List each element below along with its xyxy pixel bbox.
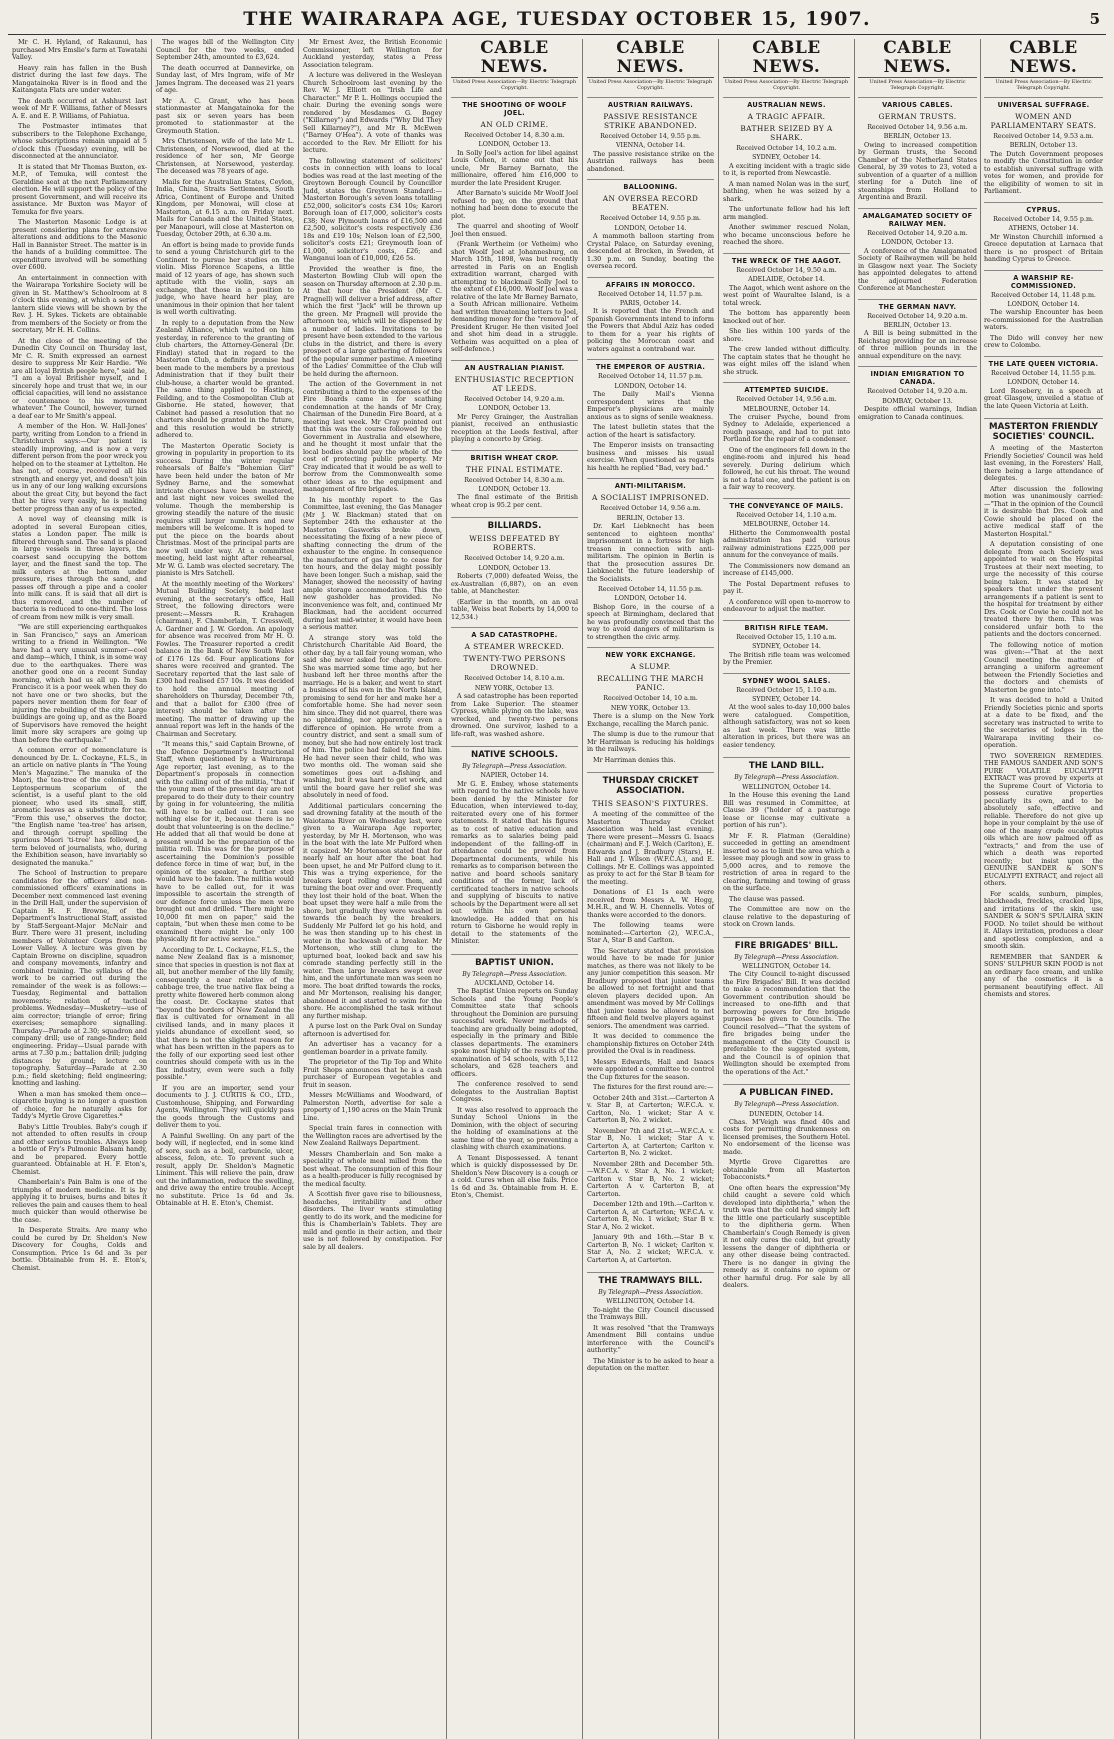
masthead-title: THE WAIRARAPA AGE, TUESDAY OCTOBER 15, 1907. [243,8,871,30]
article-paragraph: Baby's Little Troubles. Baby's cough if not attended to often results in croup and other serious troubles. Always keep a bottle of Fry's Pulmonic Balsam handy, and be prepared. Every bottle guaranteed. Obtainable at H. F. Eton's, Chemist. [12,1122,147,1176]
article-paragraph: At the monthly meeting of the Workers' Mutual Building Society, held last evening, at the secretary's office, Hall Street, the following directors were present:—Messrs R. Krahagen (chairman), F. Chamberlain, T. Cresswell, A. Gardner and J. W. Gordon. An apology for absence was received from Mr H. O. Fowles. The Treasurer reported a credit balance in the Bank of New South Wales of £176 12s 6d. Four applications for shares were received and granted. The Secretary reported that the last sale of £300 had realised £57 10s. It was decided to hold the annual meeting of shareholders on Thursday, December 7th, and that a ballot for £300 (free of interest) should be taken after the meeting. The matter of drawing up the annual report was left in the hands of the Chairman and Secretary. [156,579,294,738]
article-paragraph: TWO SOVEREIGN REMEDIES. THE FAMOUS SANDER AND SON'S PURE VOLATILE EUCALYPTI EXTRACT was proved by experts at the Supreme Court of Victoria to possess curative properties peculiarly its own, and to be absolutely safe, effective and reliable. Therefore do not give up hope in your complaint by the use of one of the many crude eucalyptus oils which are now palmed off as "extracts," and from the use of which a death was reported recently; but insist upon the GENUINE SANDER & SON'S EUCALYPTI EXTRACT, and reject all others. [984,751,1103,888]
article-paragraph: The Minister is to be asked to hear a deputation on the matter. [587,1356,714,1373]
article-paragraph: Hitherto the Commonwealth postal administration has paid various railway administrations £225,000 per annum for the conveyance of mails. [723,528,850,560]
received-line: Received October 14, 11.57 p.m. [598,373,703,381]
article-paragraph: Mr A. C. Grant, who has been stationmaster at Mangatainoka for the past six or seven years has been promoted to stationmaster at the Greymouth Station. [156,96,294,135]
received-line: Received October 14, 1.10 a.m. [736,511,837,519]
article-paragraph: The Dido will convey her new crew to Colombo. [984,333,1103,350]
received-line: Received October 14, 11.57 p.m. [598,290,703,298]
article-paragraph: Mr F. R. Flatman (Geraldine) succeeded in getting an amendment inserted so as to limit the area which a lessee may plough and sow in grass to 5,000 acres, and to remove the restriction of area in regard to the clearing, farming and towing of grass on the surface. [723,831,850,893]
byline: By Telegraph—Press Association. [462,970,567,978]
dateline: WELLINGTON, October 14. [742,783,831,791]
dateline: NEW YORK, October 13. [610,704,691,712]
section-heading: A WARSHIP RE-COMMISSIONED. [984,270,1103,290]
dateline: LONDON, October 14. [1007,301,1080,309]
article-paragraph: A meeting of the Masterton Friendly Societies' Council was held last evening, in the Foresters' Hall, there being a large attendance of delegates. [984,444,1103,483]
article-paragraph: November 28th and December 5th.—W.F.C.A. v. Star A, No. 1 wicket; Carlton v. Star B, No. 2 wicket; Carterton A v. Carterton B, at Carterton. [587,1159,714,1198]
article-paragraph: At the close of the meeting of the Dunedin City Council on Thursday last, Mr C. R. Smith expressed an earnest desire to suppress Mr Keir Hardie. "We are all loyal British people here," said he, "I am a loyal Britisher myself, and I sincerely hope and trust that we, in our official capacities, will lend no assistance or countenance to his movement whatever." The Council, however, turned a deaf ear to Mr Smith's appeal. [12,336,147,420]
article-paragraph: A mammoth balloon starting from Crystal Palace, on Saturday evening, descended at Brocken, in Sweden, at 1.30 p.m. on Sunday, beating the oversea record. [587,232,714,271]
article-paragraph: After Barnato's suicide Mr Woolf Joel refused to pay, on the ground that nothing had been done to execute the plot. [451,189,578,220]
dateline: LONDON, October 14. [614,224,687,232]
section-heading: THE LATE QUEEN VICTORIA. [984,356,1103,368]
article-paragraph: It was decided to hold a United Friendly Societies picnic and sports at a date to be fixed, and the secretary was instructed to write to the secretaries of lodges in the Wairarapa inviting their co-operation. [984,696,1103,750]
article-paragraph: REMEMBER that SANDER & SONS' SULPHUR SKIN FOOD is not an ordinary face cream, and unlike any of the cosmetics it is a permanent beautifying effect. All chemists and stores. [984,952,1103,999]
article-paragraph: Despite official warnings, Indian emigration to Canada continues. [858,405,977,421]
received-line: Received October 14, 11.55 p.m. [598,586,703,594]
column-7b-continued [981,39,1106,1739]
section-subheading: TWENTY-TWO PERSONS DROWNED. [463,654,566,673]
article-paragraph: The action of the Government in not contributing a third to the expenses of the Fire Boards came in for scathing condemnation at the hands of Mr Cray, Chairman of the Dunedin Fire Board, at a meeting last week. Mr Cray pointed out that this was the course followed by the Government in Australia and elsewhere, and he thought it most unfair that the local bodies should pay the whole of the cost of protecting public property. Mr Cray indicated that it would be as well to borrow from the Commonwealth some other ideas as to the equipment and management of fire brigades. [303,380,442,493]
article-paragraph: "We are still experiencing earthquakes in San Francisco," says an American writing to a friend in Wellington. "We have had a very unusual summer—cool and damp—which, I think, is in some way due to the earthquakes. There was another good one on a recent Sunday morning, which had us all up. In San Francisco it is a poor week when they do not have one or two shocks, but the papers never mention them for fear of injuring the rebuilding of the city. Large buildings are going up, and as the Board of Supervisors have removed the height limit more sky scrapers are going up than before the earthquake." [12,623,147,744]
cable-news-banner: CABLE NEWS. [984,39,1103,78]
article-paragraph: Bishop Gore, in the course of a speech at Birmingham, declared that he was profoundly convinced that the way to avoid dangers of militarism is to strengthen the civic army. [587,602,714,641]
article-paragraph: The fixtures for the first round are:— [593,1083,714,1092]
dateline: WELLINGTON, October 14. [742,962,831,970]
article-paragraph: Another swimmer rescued Nolan, who became unconscious before he reached the shore. [723,223,850,247]
section-subheading: THIS SEASON'S FIXTURES. [592,799,709,809]
article-paragraph: For scalds, sunburn, pimples, blackheads, freckles, cracked lips, and irritations of the skin, use SANDER & SON'S SPULAIRA SKIN FOOD. No toilet should be without it. Allays irritation, produces a clear and spotless complexion, and a smooth skin. [984,889,1103,951]
received-line: Received October 14, 9.55 p.m. [600,133,701,140]
dateline: BERLIN, October 13. [1009,142,1078,150]
press-credit: United Press Association—By Electric Telegraph Copyright. [724,79,849,91]
article-paragraph: The warship Encounter has been re-commissioned for the Australian waters. [984,308,1103,332]
article-paragraph: The Emperor insists on transacting business and misses his usual exercise. When questioned as regards his health he replied "Bad, very bad." [587,441,714,472]
press-credit: United Press Association—By Electric Telegraph Copyright. [452,79,577,91]
article-paragraph: "It means this," said Captain Browne, of the Defence Department's Instructional Staff, when questioned by a Wairarapa Age reporter, last evening, as to the Department's proposals in connection with the calling out of the militia, "that if the young men of the present day are not prepared to do their duty to their country by going in for volunteering, the militia will have to be called out. I can see nothing else for it, because there is no doubt that volunteering is on the decline." He added that all that would be done at present would be the preparation of the militia roll. This was for the purpose of ascertaining the Dominion's possible defence force in time of war, but, in the opinion of the speaker, a further step would have to be taken. The militia would have to be called out, for it was impossible to ascertain the strength of our defence force unless the men were brought out and drilled. "There might be 10,000 fit men on paper," said the captain, "but when these men come to be examined there might be only 100 physically fit for active service." [156,740,294,943]
section-heading: AN AUSTRALIAN PIANIST. [451,360,578,372]
received-line: Received October 14, 9.20 a.m. [867,229,968,237]
section-subheading: AN OVERSEA RECORD BEATEN. [602,194,699,213]
article-paragraph: She lies within 100 yards of the shore. [723,327,850,343]
article-paragraph: The death occurred at Ashhurst last week of Mr F. Williams, father of Messrs A. E. and E. P. Williams, of Pahiatua. [12,96,147,120]
article-paragraph: The Aagot, which went ashore on the west point of Wauraltee Island, is a total wreck. [723,283,850,307]
article-paragraph: Additional particulars concerning the sad drowning fatality at the mouth of the Waiotama River on Wednesday last, were given to a Wairarapa Age reporter, yesterday, by Mr H. Mortenson, who was in the boat with the late Mr Pulford when it capsized. Mr Mortenson stated that for nearly half an hour after the boat had been upset, he and Mr Pulford clung to it. This was a trying experience, for the breakers kept rolling over them, and turning the boat over and over. Frequently they lost their hold of the boat. When the boat upset they were half a mile from the shore, but gradually they were washed in towards the beach by the breakers. Suddenly Mr Pulford let go his hold, and he was then standing up to his chest in water in the backwash of a breaker. Mr Mortenson, who still clung to the upturned boat, looked back and saw his comrade standing perfectly still in the water. Then large breakers swept over him, and the unfortunate man was seen no more. The boat drifted towards the rocks, and Mr Mortenson, realising his danger, abandoned it and started to swim for the shore. He accomplished the task without any further mishap. [303,801,442,1020]
received-line: Received October 14, 9.20 a.m. [464,395,565,403]
column-3-local-news [299,39,447,1739]
article-paragraph: A man named Nolan was in the surf, bathing, when he was seized by a shark. [723,179,850,203]
article-paragraph: Mr Ernest Avez, the British Economic Commissioner, left Wellington for Auckland yesterday, states a Press Association telegram. [303,39,442,69]
dateline: LONDON, October 13. [881,239,954,247]
dateline: LONDON, October 14. [1007,379,1080,387]
dateline: NEW YORK, October 13. [474,684,555,692]
article-paragraph: A Painful Swelling. On any part of the body will, if neglected, end in some kind of sore, such as a boil, carbuncle, ulcer, abscess, felon, etc. To prevent such a result, apply Dr. Sheldon's Magnetic Liniment. This will relieve the pain, draw out the inflammation, reduce the swelling, and drive away the entire trouble. Accept no substitute. Price 1s 6d and 3s. Obtainable at H. E. Eton's, Chemist. [156,1131,294,1207]
article-paragraph: The City Council to-night discussed the Fire Brigades' Bill. It was decided to make a recommendation that the Government contribution should be increased to one-fifth and that borrowing powers for fire brigade purposes be given to Councils. The Council resolved—"That the system of fire brigades being under the management of the City Council is preferable to the suggested system, and the Council is of opinion that Wellington should be exempted from the operations of the Act." [723,970,850,1076]
dateline: SYDNEY, October 14. [752,695,821,703]
article-paragraph: An effort is being made to provide funds to send a young Christchurch girl to the Continent to pursue her studies on the violin. Miss Florence Scapens, a little maid of 12 years of age, has shown such aptitude with the violin, says an exchange, that those in a position to judge, who have heard her play, are unanimous in their opinion that her talent is well worth cultivating. [156,240,294,316]
article-paragraph: A Tenant Dispossessed. A tenant which is quickly dispossessed by Dr. Sheldon's New Discovery is a cough or a cold. Cures when all else fails. Price 1s 6d and 3s. Obtainable from H. E. Eton's, Chemist. [451,1153,578,1200]
article-paragraph: If you are an importer, send your documents to J. J. CURTIS & CO., LTD., Customhouse, Shipping, and Forwarding Agents, Wellington. They will quickly pass the goods through the Customs and deliver them to you. [156,1083,294,1129]
dateline: MELBOURNE, October 14. [742,405,831,413]
dateline: ADELAIDE, October 14. [748,276,825,284]
article-paragraph: Special train fares in connection with the Wellington races are advertised by the New Zealand Railways Department. [303,1124,442,1147]
section-subheading: WEISS DEFEATED BY ROBERTS. [469,534,560,553]
dateline: NAPIER, October 14. [480,772,549,780]
article-paragraph: Mr Winston Churchill informed a Greece deputation at Larnaca that there is no prospect of Britain handing Cyprus to Greece. [984,232,1103,264]
received-line: Received October 14, 9.56 a.m. [736,396,837,404]
section-heading: AFFAIRS IN MOROCCO. [587,277,714,289]
cable-news-banner: CABLE NEWS. [723,39,850,78]
section-heading: AUSTRIAN RAILWAYS. [587,97,714,109]
section-heading: BRITISH WHEAT CROP. [451,450,578,462]
received-line: Received October 14, 8.10 a.m. [464,675,565,683]
article-paragraph: The Daily Mail's Vienna correspondent wires that the Emperor's physicians are mainly anxious as to signs of senile weakness. [587,390,714,421]
column-7 [855,39,1106,1739]
dateline: BOMBAY, October 13. [882,397,953,405]
article-paragraph: A common error of nomenclature is denounced by Dr. L. Cockayne, F.L.S., in an article on native plants in "The Young Men's Magazine." The manuka of the Maori, the tea-tree of the colonist, and Leptospermum scoparium of the scientist, is a useful plant to the old pioneer, who used its small, stiff, aromatic leaves as a substitute for tea. "From this use," observes the doctor, "the English name 'tea-tree' has arisen, and through corrupt spelling the spurious Maori 'ti-tree' has followed, a term beloved of journalists, who, during the Exhibition season, have invariably so designated the manuka." [12,746,147,867]
article-paragraph: The bottom has apparently been knocked out of her. [723,309,850,325]
dateline: SYDNEY, October 14. [752,154,821,162]
received-line: Received October 14, 9.53 a.m. [993,133,1094,140]
article-paragraph: The following notice of motion was given:—"That at the next Council meeting the matter of arranging a uniform agreement between the Friendly Societies and the doctors and chemists of Masterton be gone into." [984,640,1103,694]
received-line: Received October 14, 9.20 a.m. [464,555,565,563]
column-1-local-news [8,39,152,1739]
dateline: BERLIN, October 13. [883,133,952,141]
column-7a-cable-news [855,39,981,1739]
article-paragraph: An entertainment in connection with the Wairarapa Yorkshire Society will be given in St. Matthew's Schoolroom at 8 o'clock this evening, at which a series of lantern slide views will be shown by the Rev. J. H. Sykes. Tickets are obtainable from members of the Society or from the secretary, Mr H. H. Collins. [12,273,147,334]
article-paragraph: Mr C. H. Hyland, of Rakaunui, has purchased Mrs Emslie's farm at Tawatahi Valley. [12,39,147,61]
article-paragraph: The wages bill of the Wellington City Council for the two weeks, ended September 24th, amounted to £3,624. [156,39,294,61]
article-paragraph: The proprietor of the Tip Top and White Fruit Shops announces that he is a cash purchaser of European vegetables and fruit in season. [303,1058,442,1089]
received-line: Received October 14, 9.56 a.m. [600,505,701,513]
dateline: LONDON, October 13. [478,405,551,413]
dateline: LONDON, October 13. [478,141,551,149]
cable-news-banner: CABLE NEWS. [451,39,578,78]
article-paragraph: It was decided to commence the championship fixtures on October 24th provided the Oval is in readiness. [587,1032,714,1056]
byline: By Telegraph—Press Association. [462,763,567,771]
article-paragraph: Mr G. E. Embey, whose statements with regard to the native schools have been denied by the Minister for Education, when interviewed to-day, reiterated every one of his former statements. It stated that his figures as to cost of native education and remarks as to salaries being paid independent of the falling-off in attendance could be proved from Departmental documents, while his remarks as to comparison between the native and board schools sanitary conditions of the former, lack of certificated teachers in native schools and supplying of biscuits to native schools by the Department were all set out within his own personal knowledge. He added that on his return to Gisborne he would reply in detail to the statements of the Minister. [451,779,578,946]
article-paragraph: A conference will open to-morrow to endeavour to adjust the matter. [723,597,850,614]
article-paragraph: The quarrel and shooting of Woolf Joel then ensued. [451,222,578,238]
article-paragraph: One of the engineers fell down in the engine-room and injured his head severely. During delirium which followed, he cut his throat. The wound is not a fatal one, and the patient is on a fair way to recovery. [723,445,850,492]
article-paragraph: It is reported that the French and Spanish Governments intend to inform the Powers that Abdul Aziz has ceded to them for a year his rights of policing the Moroccan coast and waters against a contraband war. [587,307,714,353]
section-heading: BAPTIST UNION. [451,954,578,968]
received-line: Received October 15, 1.10 a.m. [736,633,837,641]
section-heading: INDIAN EMIGRATION TO CANADA. [858,366,977,386]
dateline: WELLINGTON, October 14. [606,1298,695,1306]
article-paragraph: The clause was passed. [729,894,805,903]
article-paragraph: The latest bulletin states that the action of the heart is satisfactory. [587,423,714,439]
received-line: Received October 14, 9.20 a.m. [867,312,968,320]
section-heading: BALLOONING. [587,179,714,191]
received-line: Received October 14, 9.50 a.m. [736,266,837,274]
article-paragraph: Chas. M'Veigh was fined 40s and costs for permitting drunkenness on licensed premises, the Southern Hotel. No endorsement of the license was made. [723,1117,850,1156]
dateline: LONDON, October 13. [478,486,551,494]
dateline: PARIS, October 14. [619,300,682,308]
article-paragraph: The final estimate of the British wheat crop is 95.2 per cent. [451,493,578,509]
section-heading: ATTEMPTED SUICIDE. [723,382,850,394]
article-paragraph: In the House this evening the Land Bill was resumed in Committee, at Clause 39 ("holder of a pasturage lease or license may cultivate a portion of his run"). [723,791,850,830]
dateline: BERLIN, October 13. [616,514,685,522]
received-line: Received October 14, 10 a.m. [603,695,698,703]
article-paragraph: To-night the City Council discussed the Tramways Bill. [587,1305,714,1322]
article-paragraph: Dr. Karl Liebknecht has been sentenced to eighteen months' imprisonment in a fortress for high treason in connection with anti-militarism. The opinion in Berlin is that the prosecution assures Dr. Liebknecht the future leadership of the Socialists. [587,522,714,583]
received-line: Received October 14, 11.48 p.m. [991,291,1096,299]
received-line: Received October 14, 9.55 p.m. [993,215,1094,223]
article-paragraph: In his monthly report to the Gas Committee, last evening, the Gas Manager (Mr J. W. Blackman) stated that on September 24th the exhauster at the Masterton Gasworks broke down, necessitating the fixing of a new piece of shafting connecting the drum of the exhauster to the engine. In consequence the manufacture of gas had to cease for ten hours, and the delay might possibly have been longer. Such a mishap, said the Manager, showed the necessity of having ample storage accommodation. This the new gasholder has provided. No inconvenience was felt, and, continued Mr Blackman, had the accident occurred during last mid-winter, it would have been a serious matter. [303,495,442,631]
section-heading: AMALGAMATED SOCIETY OF RAILWAY MEN. [858,208,977,228]
byline: By Telegraph—Press Association. [598,1289,703,1297]
section-heading: THURSDAY CRICKET ASSOCIATION. [587,772,714,796]
cable-news-banner: CABLE NEWS. [587,39,714,78]
section-heading: A SAD CATASTROPHE. [451,627,578,639]
section-heading: THE EMPEROR OF AUSTRIA. [587,359,714,371]
byline: By Telegraph—Press Association. [734,774,839,782]
article-paragraph: An advertiser has a vacancy for a gentleman boarder in a private family. [303,1040,442,1056]
section-subheading: WOMEN AND PARLIAMENTARY SEATS. [990,112,1097,130]
dateline: DUNEDIN, October 14. [749,1110,824,1118]
section-heading: NEW YORK EXCHANGE. [587,647,714,659]
article-paragraph: The Secretary stated that provision would have to be made for junior matches, as there was not likely to be any junior competition this season. Mr Bradbury proposed that junior teams be allowed to net fortnight and that eleven players decided upon. An amendment was moved by Mr Collings that junior teams be allowed to net fifteen and field twelve players against seniors. The amendment was carried. [587,946,714,1030]
article-paragraph: The unfortunate fellow had his left arm mangled. [723,205,850,221]
article-paragraph: The Postal Department refuses to pay it. [723,579,850,596]
article-paragraph: October 24th and 31st.—Carterton A v. Star B, at Carterton; W.F.C.A. v. Carlton, No. 1 wicket; Star A v. Carterton B, No. 2 wicket. [587,1093,714,1125]
dateline: MELBOURNE, October 14. [742,521,831,529]
section-heading: SYDNEY WOOL SALES. [723,673,850,685]
press-credit: United Press Association—By Electric Telegraph Copyright. [869,79,966,91]
press-credit: United Press Association—By Electric Telegraph Copyright. [995,79,1092,91]
column-6-cable-news [719,39,855,1739]
article-paragraph: One often hears the expression"My child caught a severe cold which developed into diphtheria," when the truth was that the cold had simply left the little one particularly susceptible to the diphtheria germ. When Chamberlain's Cough Remedy is given it not only cures the cold, but greatly lessens the danger of diphtheria or any other disease being contracted. There is no danger in giving the remedy as it contains no opium or other harmful drug. For sale by all dealers. [723,1183,850,1290]
article-paragraph: Messrs Edwards, Hall and Isaacs were appointed a committee to control the Cup fixtures for the season. [587,1057,714,1081]
section-subheading: AN OLD CRIME. [480,120,549,129]
article-paragraph: Messrs McWilliams and Woodward, of Palmerston North, advertise for sale a property of 1,190 acres on the Main Trunk Line. [303,1091,442,1122]
section-heading: THE CONVEYANCE OF MAILS. [723,498,850,510]
article-paragraph: (Frank Wertheim (or Vetheim) who shot Woolf Joel at Johannesburg, on March 15th, 1898, was but recently arrested in Paris on an English extradition warrant, charged with attempting to blackmail Solly Joel to the extent of £16,000. Woolf Joel was a relative of the late Mr Barney Barnato, a South African millionaire. Vetheim had written threatening letters to Joel, demanding money for the "removal" of President Kruger. He then visited Joel and shot him dead in a struggle. Vetheim was acquitted on a plea of self-defence.) [451,240,578,354]
article-paragraph: In reply to a deputation from the New Zealand Alliance, which waited on him yesterday, in reference to the granting of club charters, the Attorney-General (Dr. Findlay) stated that in regard to the Masterton Club, a definite promise had been made to the members by a previous Administration that if they built their club-house, a charter would be granted. The same thing applied to Hastings, Feilding, and to the Cosmopolitan Club at Gisborne. He stated, however, that Cabinet had passed a resolution that no charters should be granted in the future, and this resolution would be strictly adhered to. [156,318,294,439]
article-paragraph: Chamberlain's Pain Balm is one of the triumphs of modern medicine. It is by applying it to bruises, burns and bites it relieves the pain and causes them to heal much quicker than would otherwise be the case. [12,1178,147,1224]
article-paragraph: After discussion the following motion was unanimously carried:—"That in the opinion of the Council it is desirable that Drs. Cook and Cowie should be placed on the active medical staff of the Masterton Hospital." [984,484,1103,538]
section-heading: FIRE BRIGADES' BILL. [723,937,850,951]
article-paragraph: The conference resolved to send delegates to the Australian Baptist Congress. [451,1080,578,1104]
cable-news-banner: CABLE NEWS. [858,39,977,78]
received-line: Received October 15, 1.10 a.m. [736,686,837,694]
dateline: LONDON, October 14. [614,595,687,603]
article-paragraph: The following statement of solicitors' costs in connection with loans to local bodies was read at the last meeting of the Greytown Borough Council by Councillor Judd, states the Greytown Standard:—Masterton Borough's seven loans totalling £52,000, solicitor's costs £34 10s; Karori Borough loan of £17,000, solicitor's costs £38; New Plymouth loans of £16,500 and £2,500, solicitor's costs respectively £36 18s and £19 10s; Nelson loan of £2,500, solicitor's costs £21; Greymouth loan of £1,000, solicitor's costs, £26; and Wanganui loan of £10,000, £26 5s. [303,156,442,262]
dateline: AUCKLAND, October 14. [474,980,555,988]
column-2-local-news [152,39,299,1739]
section-subheading: GERMAN TRUSTS. [878,112,957,121]
received-line: Received October 14, 10.2 a.m. [736,145,837,152]
article-paragraph: Mails for the Australian States, Ceylon, India, China, Straits Settlements, South Africa, Continent of Europe and United Kingdom, per Monowai, will close at Masterton, at 6.15 a.m. on Friday next. Mails for Canada and the United States, per Manapouri, will close at Masterton on Tuesday, October 29th, at 6.30 a.m. [156,177,294,238]
section-heading: BILLIARDS. [451,517,578,531]
section-heading: CYPRUS. [984,202,1103,214]
article-paragraph: Donations of £1 1s each were received from Messrs A. W. Hogg, M.H.R., and W. H. Chennells. Votes of thanks were accorded to the donors. [587,888,714,919]
section-heading: MASTERTON FRIENDLY SOCIETIES' COUNCIL. [984,418,1103,442]
article-paragraph: In Solly Joel's action for libel against Louis Cohen, it came out that his uncle, Mr Barney Barnato, the millionaire, offered him £16,000 to murder the late President Kruger. [451,148,578,187]
section-subheading: A TRAGIC AFFAIR. [747,112,826,121]
section-heading: THE WRECK OF THE AAGOT. [723,253,850,265]
section-heading: A PUBLICAN FINED. [723,1084,850,1098]
article-paragraph: The Masterton Operatic Society is growing in popularity in proportion to its success. During the winter regular rehearsals of Balfe's "Bohemian Girl" have been held under the baton of Mr Sydney Barne, and the somewhat intricate choruses have been mastered, and last night new voices swelled the volume. Though the membership is growing steadily the nature of the music requires still larger numbers and new members will be welcome. It is hoped to put the piece on the boards about Christmas. Most of the principal parts are now well under way. At a committee meeting, held last night after rehearsal, Mr W. G. Lamb was elected secretary. The pianiste is Mrs Satchell. [156,441,294,577]
section-subheading: A SLUMP. [630,662,671,672]
article-paragraph: A meeting of the committee of the Masterton Thursday Cricket Association was held last evening. There were present—Messrs G. Isaacs (chairman) and F. J. Welch (Carlton), E. Edwards and J. Bradbury (Stars), H. Hall and J. Wilson (W.F.C.A.), and E. Collings. Mr E. Collings was appointed as proxy to act for the Star B team for the meeting. [587,810,714,886]
article-paragraph: A strange story was told the Christchurch Charitable Aid Board, the other day, by a tall fair young woman, who said she never asked for charity before. She was married some time ago, but her husband left her three months after the marriage. He is a baker, and went to start a business of his own in the North Island, promising to send for her and make her a comfortable home. She had never seen him since. They did not quarrel, there was no upbraiding, nor apparently even a difference of opinion. He wrote from a country district, and sent a small sum of money, but she had now entirely lost track of him. The police had failed to find him. He had never seen their child, who was two months old. The woman said she sometimes goes out a-fishing and washing, but it was hard to get work, and until the board gave her relief she was absolutely in need of food. [303,633,442,799]
dateline: BERLIN, October 13. [883,322,952,330]
article-paragraph: Owing to increased competition by German trusts, the Second Chamber of the Netherland States General, by 39 votes to 23, voted a subvention of a quarter of a million sterling for a Dutch line of steamships from Holland to Argentina and Brazil. [858,140,977,202]
section-subheading: ENTHUSIASTIC RECEPTION AT LEEDS. [454,374,575,393]
article-paragraph: A exciting incident with a tragic side to it, is reported from Newcastle. [723,161,850,178]
article-paragraph: Mr Percy Grainger, the Australian pianist, received an enthusiastic reception at the Leeds festival, after playing a concerto by Grieg. [451,412,578,444]
section-heading: THE SHOOTING OF WOOLF JOEL. [451,97,578,117]
article-paragraph: November 7th and 21st.—W.F.C.A. v. Star B, No. 1 wicket; Star A v. Carterton A, at Carterton; Carlton v. Carterton B, No. 2 wicket. [587,1126,714,1158]
section-heading: BRITISH RIFLE TEAM. [723,620,850,632]
masthead [8,8,1106,35]
article-paragraph: A Bill is being submitted in the Reichstag providing for an increase of three million pounds in the annual expenditure on the navy. [858,329,977,360]
article-paragraph: The British rifle team was welcomed by the Premier. [723,650,850,667]
article-paragraph: The Masterton Masonic Lodge is at present considering plans for extensive alterations and additions to the Masonic Hall in Bannister Street. The matter is in the hands of a building committee. The expenditure involved will be something over £600. [12,218,147,271]
article-paragraph: Provided the weather is fine, the Masterton Bowling Club will open the season on Thursday afternoon at 2.30 p.m. At that hour the President (Mr C. Pragnell) will deliver a brief address, after which the first "Jack" will be thrown up the green. Mr Pragnell will provide the afternoon tea, which will be dispensed by a number of ladies. Invitations to be present have been extended to the various clubs in the district, and there is every prospect of a large gathering of followers of the popular summer pastime. A meeting of the Ladies' Committee of the Club will be held during the afternoon. [303,264,442,378]
article-paragraph: A deputation consisting of one delegate from each Society was appointed to wait on the Hospital Trustees at their next meeting, to urge the necessity of this course being taken. It was stated by speakers that under the present arrangements if a patient is sent to the hospital for treatment by either Drs. Cook or Cowie he could not be treated there by them. This was considered unfair both to the patients and the doctors concerned. [984,540,1103,639]
article-paragraph: Messrs Chamberlain and Son make a speciality of whole meal milled from the best wheat. The consumption of this flour as a health-producer is fully recognised by the medical faculty. [303,1149,442,1188]
received-line: Received October 14, 9.56 a.m. [867,124,968,131]
article-paragraph: A sad catastrophe has been reported from Lake Superior. The steamer Cypress, while plying on the lake, was wrecked, and twenty-two persons drowned. One survivor, lashed to a life-raft, was washed ashore. [451,692,578,738]
section-heading: NATIVE SCHOOLS. [451,746,578,760]
section-heading: UNIVERSAL SUFFRAGE. [984,97,1103,109]
article-paragraph: Lord Rosebery, in a speech at great Glasgow, unveiled a statue of the late Queen Victoria at Leith. [984,386,1103,410]
article-paragraph: According to Dr. L. Cockayne, F.L.S., the name New Zealand flax is a misnomer, since that species in question is not flax at all, but another member of the lily family, consequently a near relative of the cabbage tree, the true native flax being a pretty white flowered herb common along the coast. Dr. Cockayne states that "beyond the borders of New Zealand the flax is cultivated for ornament in all civilised lands, and in many places it yields abundance of excellent seed, so that there is not the slightest reason for what has been written in the papers as to the folly of our exporting seed lest other countries should compete with us in the flax industry, even were such a folly possible." [156,945,294,1081]
article-paragraph: The Committee are now on the clause relative to the depasturing of stock on Crown lands. [723,905,850,929]
article-paragraph: At the wool sales to-day 10,000 bales were catalogued. Competition, although satisfactory, was not so keen as last week. There was little alteration in prices, but there was an easier tendency. [723,703,850,749]
article-paragraph: It is stated that Mr Thomas Buxton, ex-M.P., of Temuka, will contest the Geraldine seat at the next Parliamentary election. He will support the policy of the present Government, and will receive its assistance. Mr Buxton was Mayor of Temuka for five years. [12,162,147,216]
article-paragraph: When a man has smoked them once—cigarette buying is no longer a question of choice, for he naturally asks for Taddy's Myrtle Grove Cigarettes.* [12,1089,147,1120]
page-number: 5 [1089,10,1100,28]
article-paragraph: The death occurred at Dannevirke, on Sunday last, of Mrs Ingram, wife of Mr James Ingram. The deceased was 21 years of age. [156,63,294,94]
section-heading: AUSTRALIAN NEWS. [723,97,850,109]
article-paragraph: There is a slump on the New York Exchange, recalling the March panic. [587,712,714,728]
section-subheading: BATHER SEIZED BY A SHARK. [740,124,833,142]
received-line: Received October 14, 11.55 p.m. [991,369,1096,377]
article-paragraph: In Desperate Straits. Are many who could be cured by Dr. Sheldon's New Discovery for Coughs, Colds and Consumption. Price 1s 6d and 3s per bottle. Obtainable from H. E. Eton's, Chemist. [12,1226,147,1272]
section-subheading: A SOCIALIST IMPRISONED. [591,493,710,503]
article-paragraph: Heavy rain has fallen in the Bush district during the last few days. The Mangatainoka River is in flood and the Kaitangata Flats are under water. [12,63,147,94]
byline: By Telegraph—Press Association. [734,1101,839,1109]
article-paragraph: The Postmaster intimates that subscribers to the Telephone Exchange, whose subscriptions remain unpaid at 5 o'clock this (Tuesday) evening, will be disconnected at the annunciator. [12,122,147,160]
article-paragraph: A lecture was delivered in the Wesleyan Church Schoolroom last evening by the Rev. W. J. Elliott on "Irish Life and Character." Mr P. L. Hollings occupied the chair. During the evening songs were rendered by Mesdames G. Bogey ("Killarney") and Edwards ("Why Did They Sell Killarney?"), and Mr R. McEwen ("Barney O'Hea"). A vote of thanks was accorded to the Rev. Mr Elliott for his lecture. [303,71,442,154]
article-paragraph: A purse lost on the Park Oval on Sunday afternoon is advertised for. [303,1022,442,1038]
section-heading: THE TRAMWAYS BILL. [587,1272,714,1286]
section-subheading: PASSIVE RESISTANCE STRIKE ABANDONED. [603,112,698,130]
dateline: SYDNEY, October 14. [752,643,821,651]
article-paragraph: December 12th and 19th.—Carlton v. Carterton A, at Carterton; W.F.C.A. v. Carterton B, No. 1 wicket; Star B v. Star A, No. 2 wicket. [587,1200,714,1231]
article-paragraph: January 9th and 16th.—Star B v. Carterton B, No. 1 wicket; Carlton v. Star A, No. 2 wicket; W.F.C.A. v. Carterton A, at Carterton. [587,1233,714,1264]
received-line: Received October 14, 9.20 a.m. [867,388,968,396]
section-subheading: RECALLING THE MARCH PANIC. [597,674,704,693]
columns [8,39,1106,1739]
byline: By Telegraph—Press Association. [734,953,839,961]
article-paragraph: The following teams were nominated:—Carterton (2), W.F.C.A., Star A, Star B and Carlton. [587,921,714,945]
article-paragraph: The Commissioners now demand an increase of £145,000. [723,561,850,578]
article-paragraph: Mr Harriman denies this. [593,755,676,764]
article-paragraph: (Earlier in the month, on an oval table, Weiss beat Roberts by 14,000 to 12,534.) [451,597,578,621]
article-paragraph: The School of Instruction to prepare candidates for the officers' and non-commissioned officers' examinations in December next commenced last evening in the Drill Hall, under the supervision of Captain H. F. Browne, of the Department's Instructional Staff, assisted by Staff-Sergeant-Major McNair and Burr. There were 31 present, including members of Volunteer Corps from the Lower Valley. A lecture was given by Captain Browne on discipline, squadron and company movements, infantry and combined training. The syllabus of the work to be carried out during the remainder of the week is as follows:—Tuesday, Regimental and battalion movements; relation of tactical problems. Wednesday—Musketry—use of aim corrector; triangle of error; firing exercises; semaphore signalling. Thursday—Parade at 2.30; squadron and company drill; use of range-finder; field engineering. Friday—Usual parade with arms at 7.30 p.m.; battalion drill; judging distances by ground; lecture on topography. Saturday—Parade at 2.30 p.m.; field sketching; field engineering; knotting and lashing. [12,869,147,1087]
column-5-cable-news [583,39,719,1739]
article-paragraph: The Dutch Government proposes to modify the Constitution in order to establish universal suffrage with votes for women, and provide for the eligibility of women to sit in Parliament. [984,149,1103,196]
section-heading: THE LAND BILL. [723,757,850,771]
article-paragraph: The passive resistance strike on the Austrian railways has been abandoned. [587,149,714,173]
article-paragraph: It was also resolved to approach the Sunday School Unions in the Dominion, with the object of securing the holding of examinations at the same time of the year, so preventing a clashing with church examinations. [451,1105,578,1152]
dateline: LONDON, October 13. [478,564,551,572]
article-paragraph: A Scottish fiver gave rise to biliousness, headaches, irritability and other disorders. The liver wants stimulating gently to do its work, and the medicine for this is Chamberlain's Tablets. They are mild and gentle in their action, and their use is not followed by constipation. For sale by all dealers. [303,1190,442,1251]
dateline: ATHENS, October 14. [1008,225,1079,233]
article-paragraph: Myrtle Grove Cigarettes are obtainable from all Masterton Tobacconists.* [723,1158,850,1182]
received-line: Received October 14, 8.30 a.m. [464,476,565,484]
section-subheading: THE FINAL ESTIMATE. [465,464,564,474]
dateline: LONDON, October 14. [614,382,687,390]
article-paragraph: The cruiser Psyche, bound from Sydney to Adelaide, experienced a rough passage, and had to put into Portland for the repair of a condenser. [723,412,850,444]
section-heading: THE GERMAN NAVY. [858,299,977,311]
column-4-cable-news [447,39,583,1739]
section-heading: VARIOUS CABLES. [858,97,977,109]
dateline: VIENNA, October 14. [616,142,685,150]
article-paragraph: The Baptist Union reports on Sunday Schools and the Young People's Committee state that schools throughout the Dominion are pursuing successful work. Newer methods of teaching are gradually being adopted, especially in the primary and Bible classes departments. The examiners spoke most highly of the results of the examination of 54 schools, with 5,112 scholars, and 628 teachers and officers. [451,987,578,1078]
section-heading: ANTI-MILITARISM. [587,478,714,490]
article-paragraph: A conference of the Amalgamated Society of Railwaymen will be held in Glasgow next year. The Society has appointed delegates to attend the adjourned Federation Conference at Manchester. [858,246,977,293]
received-line: Received October 14, 8.30 a.m. [464,132,565,139]
article-paragraph: Roberts (7,000) defeated Weiss, the ex-Australian (6,887), on an even table, at Manchester. [451,572,578,596]
section-subheading: A STEAMER WRECKED. [464,642,565,652]
article-paragraph: The crew landed without difficulty. The captain states that he thought he was eight miles off the island when she struck. [723,345,850,376]
article-paragraph: It was resolved "that the Tramways Amendment Bill contains undue interference with the Council's authority." [587,1323,714,1355]
received-line: Received October 14, 9.55 p.m. [600,215,701,223]
press-credit: United Press Association—By Electric Telegraph Copyright. [588,79,713,91]
article-paragraph: A member of the Hon. W. Hall-Jones' party, writing from London to a friend in Christchurch says:—Our patient is steadily improving, and is now a very different person from the poor wreck you helped on to the steamer at Lyttelton. He has not, of course, recovered all his strength and energy yet, and doesn't join us in any of our long walking excursions about the great City, but beyond the fact that he tires very easily, he is making better progress than any of us expected. [12,422,147,513]
article-paragraph: The slump is due to the rumour that Mr Harriman is reducing his holdings in the railways. [587,730,714,754]
article-paragraph: Mrs Christensen, wife of the late Mr L. Christensen, of Norsewood, died at the residence of her son, Mr George Christensen, at Norsewood, yesterday. The deceased was 78 years of age. [156,137,294,175]
article-paragraph: A novel way of cleansing milk is adopted in several European cities, states a London paper. The milk is filtered through sand. The sand is placed in large vessels in three layers, the coarsest sand occupying the bottom layer, and the finest sand the top. The milk enters at the bottom under pressure, rises through the sand, and passes off through a pipe and a cooler into milk cans. It is said that all dirt is thus removed, and the number of bacteria is reduced to one-third. The loss of cream from new milk is very small. [12,515,147,621]
